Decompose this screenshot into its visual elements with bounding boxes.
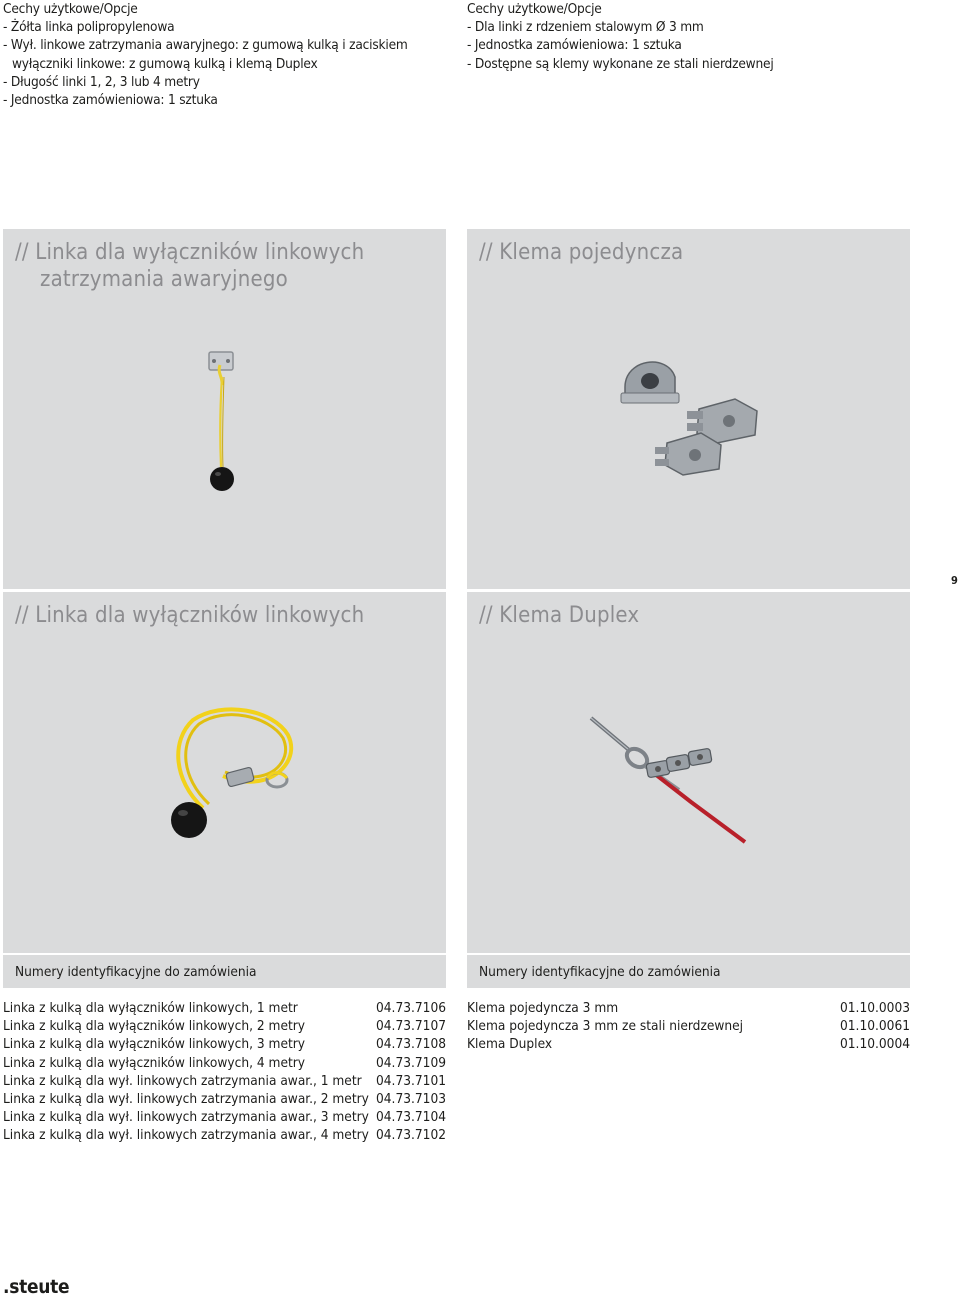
order-item-name: Linka z kulką dla wyłączników linkowych, 1 metr: [3, 1000, 298, 1016]
order-item-code: 01.10.0003: [840, 1000, 910, 1016]
right-features-heading: Cechy użytkowe/Opcje: [467, 1, 602, 17]
left-features-heading: Cechy użytkowe/Opcje: [3, 1, 138, 17]
table-row: [3, 1108, 446, 1126]
right-order-table: [467, 999, 910, 1054]
panel-title: [15, 239, 364, 293]
table-row: [3, 1017, 446, 1035]
order-item-name: Klema pojedyncza 3 mm ze stali nierdzewnej: [467, 1018, 744, 1035]
order-item-code: 04.73.7103: [376, 1091, 446, 1108]
order-item-name: Linka z kulką dla wyłączników linkowych, 4 metry: [3, 1054, 306, 1071]
order-item-name: Linka z kulką dla wył. linkowych zatrzymania awar., 1 metr: [3, 1072, 362, 1089]
page-number: 9: [951, 574, 958, 587]
order-item-code: 04.73.7107: [376, 1018, 446, 1035]
table-row: [3, 1035, 446, 1053]
panel-single-clamp: [467, 229, 910, 589]
order-item-name: Linka z kulką dla wyłączników linkowych, 2 metry: [3, 1018, 306, 1035]
panel-pull-wire: [3, 592, 446, 953]
order-item-code: 01.10.0061: [840, 1018, 910, 1035]
left-feature-line: - Wył. linkowe zatrzymania awaryjnego: z gumową kulką i zaciskiem: [3, 37, 408, 54]
order-item-code: 01.10.0004: [840, 1036, 910, 1053]
right-feature-line: - Dla linki z rdzeniem stalowym Ø 3 mm: [467, 19, 704, 36]
left-features: [3, 0, 408, 109]
order-item-name: Linka z kulką dla wył. linkowych zatrzymania awar., 3 metry: [3, 1109, 369, 1126]
order-item-name: Linka z kulką dla wył. linkowych zatrzymania awar., 2 metry: [3, 1091, 369, 1108]
table-row: [3, 1054, 446, 1072]
table-row: [3, 1090, 446, 1108]
panel-title: // Klema pojedyncza: [479, 240, 684, 265]
table-row: [467, 1017, 910, 1035]
left-feature-line: wyłączniki linkowe: z gumową kulką i klemą Duplex: [12, 55, 318, 72]
table-row: [3, 999, 446, 1017]
duplex-clamps-photo: [585, 710, 755, 850]
steute-logo: .steute: [3, 1276, 70, 1298]
table-row: [3, 1072, 446, 1090]
order-item-code: 04.73.7101: [376, 1072, 446, 1089]
right-feature-line: - Jednostka zamówieniowa: 1 sztuka: [467, 37, 682, 54]
order-item-code: 04.73.7102: [376, 1127, 446, 1144]
order-item-code: 04.73.7106: [376, 1000, 446, 1016]
order-item-name: Linka z kulką dla wył. linkowych zatrzymania awar., 4 metry: [3, 1127, 369, 1144]
single-wire-clamps-photo: [617, 347, 767, 487]
left-feature-line: - Żółta linka polipropylenowa: [3, 19, 175, 36]
left-order-header: Numery identyfikacyjne do zamówienia: [3, 955, 446, 988]
order-item-code: 04.73.7108: [376, 1036, 446, 1053]
order-item-name: Klema Duplex: [467, 1036, 553, 1053]
right-order-header: Numery identyfikacyjne do zamówienia: [467, 955, 910, 988]
panel-emergency-pull-wire: [3, 229, 446, 589]
table-row: [467, 1035, 910, 1053]
yellow-rope-with-ball-photo: [163, 700, 303, 840]
panel-title: // Klema Duplex: [479, 603, 640, 628]
panel-title: // Linka dla wyłączników linkowych: [15, 603, 365, 628]
left-order-table: [3, 999, 446, 1145]
left-feature-line: - Długość linki 1, 2, 3 lub 4 metry: [3, 73, 200, 90]
order-item-code: 04.73.7109: [376, 1054, 446, 1071]
left-feature-line: - Jednostka zamówieniowa: 1 sztuka: [3, 92, 218, 109]
right-features: [467, 0, 774, 73]
order-item-name: Linka z kulką dla wyłączników linkowych, 3 metry: [3, 1036, 306, 1053]
panel-title-line1: // Linka dla wyłączników linkowych: [15, 240, 365, 265]
pull-wire-with-ball-photo: [193, 347, 253, 497]
table-row: [467, 999, 910, 1017]
panel-duplex-clamp: [467, 592, 910, 953]
right-feature-line: - Dostępne są klemy wykonane ze stali nierdzewnej: [467, 55, 774, 72]
table-row: [3, 1126, 446, 1144]
order-item-name: Klema pojedyncza 3 mm: [467, 1000, 619, 1016]
panel-title-line2: zatrzymania awaryjnego: [40, 267, 288, 292]
order-item-code: 04.73.7104: [376, 1109, 446, 1126]
